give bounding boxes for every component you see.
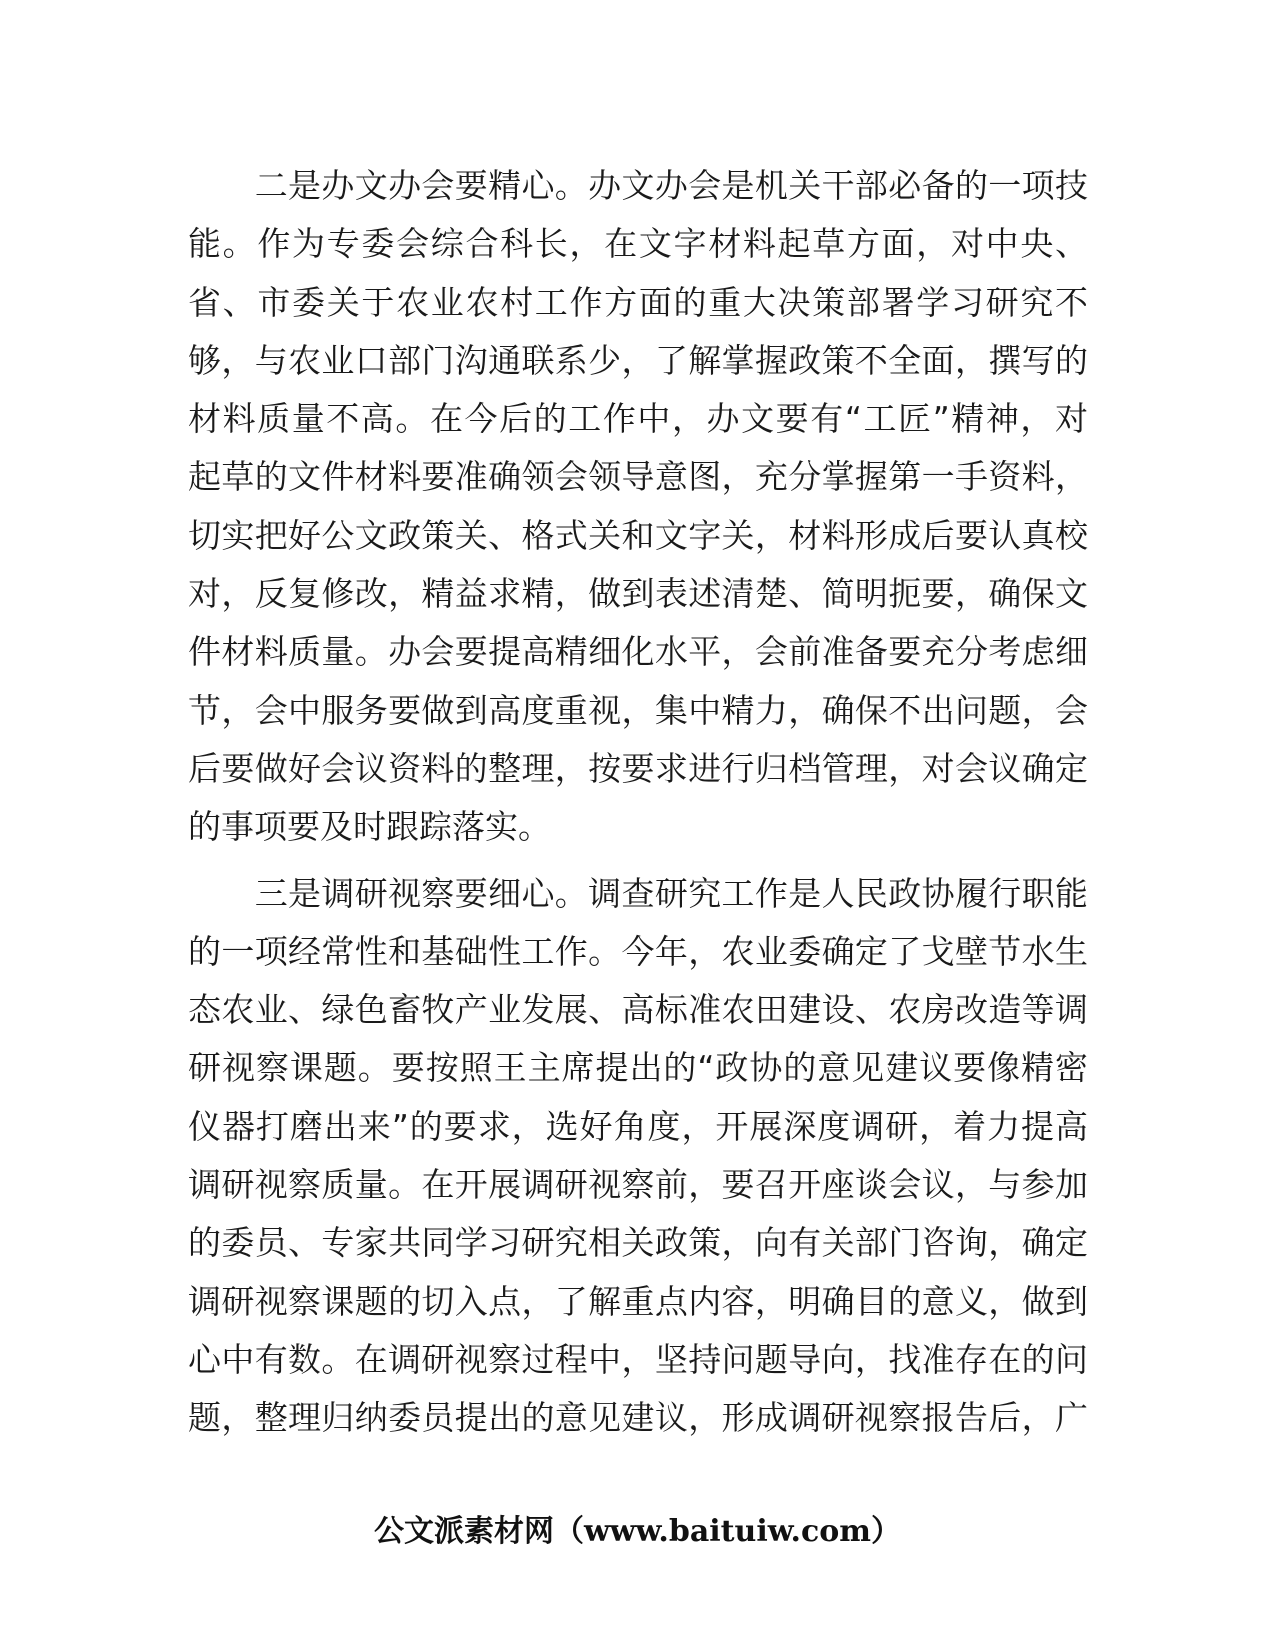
text-line: 省、市委关于农业农村工作方面的重大决策部署学习研究不 — [188, 282, 1088, 322]
text-line: 仪器打磨出来”的要求，选好角度，开展深度调研，着力提高 — [188, 1106, 1088, 1146]
text-line: 能。作为专委会综合科长，在文字材料起草方面，对中央、 — [188, 224, 1088, 264]
paragraph-1 — [188, 157, 1088, 857]
text-line: 调研视察质量。在开展调研视察前，要召开座谈会议，与参加 — [188, 1165, 1088, 1205]
text-line: 三是调研视察要细心。调查研究工作是人民政协履行职能 — [188, 873, 1088, 913]
page-footer: 公文派素材网（www.baituiw.com） — [373, 1514, 902, 1549]
text-line: 后要做好会议资料的整理，按要求进行归档管理，对会议确定 — [188, 748, 1088, 788]
text-line: 研视察课题。要按照王主席提出的“政协的意见建议要像精密 — [188, 1048, 1088, 1088]
paragraph-2 — [188, 865, 1088, 1448]
paragraph-spacer — [188, 857, 1088, 865]
text-line: 的一项经常性和基础性工作。今年，农业委确定了戈壁节水生 — [188, 931, 1088, 971]
text-line: 态农业、绿色畜牧产业发展、高标准农田建设、农房改造等调 — [188, 990, 1088, 1030]
text-line: 的事项要及时跟踪落实。 — [188, 807, 551, 847]
text-line: 切实把好公文政策关、格式关和文字关，材料形成后要认真校 — [188, 515, 1088, 555]
text-line: 题，整理归纳委员提出的意见建议，形成调研视察报告后，广 — [188, 1398, 1088, 1438]
text-line: 够，与农业口部门沟通联系少，了解掌握政策不全面，撰写的 — [188, 340, 1088, 380]
text-line: 件材料质量。办会要提高精细化水平，会前准备要充分考虑细 — [188, 632, 1088, 672]
document-body — [188, 157, 1088, 1448]
text-line: 心中有数。在调研视察过程中，坚持问题导向，找准存在的问 — [188, 1339, 1088, 1379]
text-line: 起草的文件材料要准确领会领导意图，充分掌握第一手资料， — [188, 457, 1088, 497]
text-line: 对，反复修改，精益求精，做到表述清楚、简明扼要，确保文 — [188, 574, 1088, 614]
text-line: 的委员、专家共同学习研究相关政策，向有关部门咨询，确定 — [188, 1223, 1088, 1263]
text-line: 调研视察课题的切入点，了解重点内容，明确目的意义，做到 — [188, 1281, 1088, 1321]
text-line: 二是办文办会要精心。办文办会是机关干部必备的一项技 — [188, 166, 1088, 205]
text-line: 材料质量不高。在今后的工作中，办文要有“工匠”精神，对 — [188, 399, 1088, 439]
text-line: 节，会中服务要做到高度重视，集中精力，确保不出问题，会 — [188, 690, 1088, 730]
